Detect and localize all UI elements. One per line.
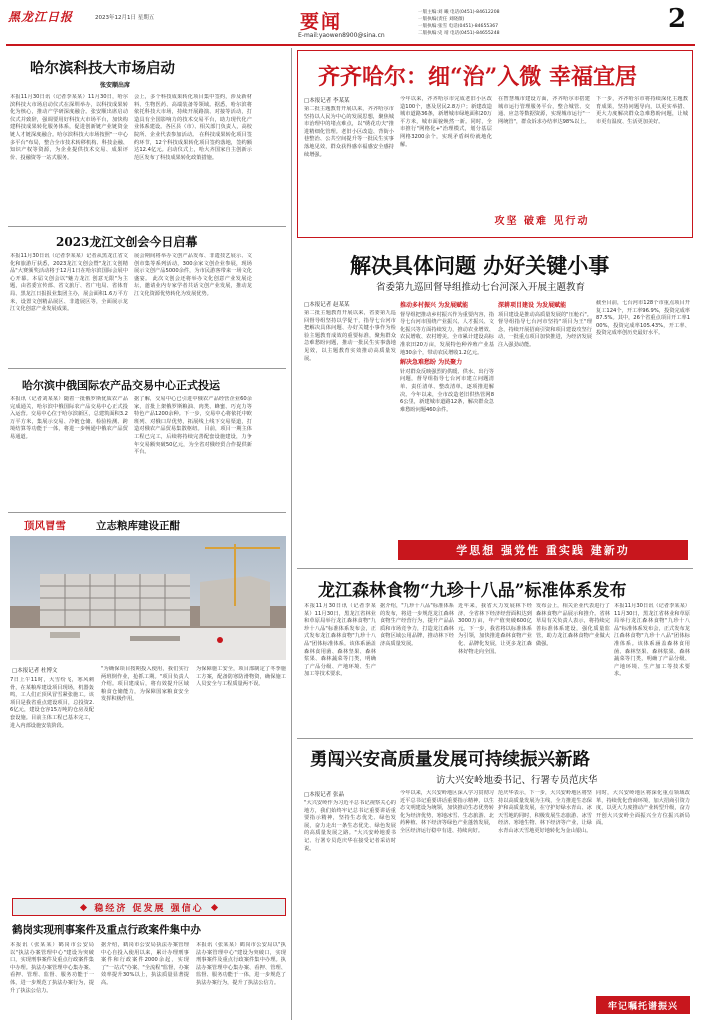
- study-banner: [398, 540, 688, 560]
- qiqihar-title: 齐齐哈尔：细“治”入微 幸福宜居: [318, 64, 637, 90]
- forest-body: [614, 603, 690, 733]
- editor-line: 一版主编:刘 曦 电话(0451)-84612208: [418, 10, 500, 15]
- article-text: 本报讯（张某某）鹤岗市公安局以"执法办案管理中心"建设为突破口，实现刑事案件及重点行政案件集中办理。执法办案管理中心集办案、看押、管理、监督、服务功能于一体，进一步规范了执法办案行为，提升了执法公信力。: [10, 942, 94, 994]
- russia-trade-body: [134, 396, 252, 508]
- article-text: "大兴安岭作为习近平总书记视察关心的地方，我们始终牢记总书记重要讲话重要指示精神，坚持生态优先、绿色发展，奋力走出一条生态优先、绿色发展的高质量发展之路。"大兴安岭地委书记、行署专员范庆华在接受记者采访时说。: [304, 800, 396, 852]
- article-text: 据了解，交易中心已引进中俄农产品经营企业60余家，首批上架俄罗斯粮油、肉类、蜂蜜、巧克力等特色产品1200余种。下一步，交易中心将依托中欧班列、对俄口岸优势，拓展线上线下交易渠道，打造对俄农产品贸易集散枢纽。: [134, 396, 252, 433]
- section-subhead: 解决急难愁盼 为民聚力: [400, 359, 463, 367]
- article-text: 项目建设是推动高质量发展的"压舱石"。督导组指导七台河市坚持"项目为王"理念，持续开展招商引资和项目建设攻坚行动，一批重点项目加快推进，为经济发展注入强劲动能。: [498, 311, 592, 348]
- harbin-market-body: [134, 94, 252, 222]
- banner-text: 学思想 强党性 重实践 建新功: [456, 544, 630, 557]
- divider: [297, 568, 693, 569]
- article-text: 展会期间将举办文创产品发布、非遗技艺展示、文创市集等系列活动，300余家文创企业参展，现场展示文创产品5000余件，为市民游客带来一场文化盛宴。: [134, 253, 252, 282]
- issue-date: 2023年12月1日 星期五: [95, 15, 155, 21]
- forest-body: [458, 603, 532, 733]
- qiqihar-body: [400, 96, 492, 200]
- culture-expo-body: [10, 253, 128, 361]
- construction-photo: [10, 536, 286, 660]
- article-text: 据介绍，"九珍十八品"标准体系的发布，将进一步规范龙江森林食物生产经营行为，提升产品品质和市场竞争力，打造龙江森林食物区域公用品牌，推动林下经济高质量发展。: [380, 603, 454, 647]
- article-text: 本报讯（张某某）鹤岗市公安局以"执法办案管理中心"建设为突破口，实现刑事案件及重点行政案件集中办理。执法办案管理中心集办案、看押、管理、监督、服务功能于一体，进一步规范了执法办案行为，提升了执法公信力。: [196, 942, 286, 986]
- grain-depot-kicker: 顶风冒雪: [24, 520, 66, 532]
- divider: [297, 738, 693, 739]
- harbin-market-title: 哈尔滨科技大市场启动: [30, 60, 175, 77]
- problems-subtitle: 省委第九巡回督导组推动七台河深入开展主题教育: [376, 282, 586, 293]
- article-text: 第二批主题教育开展以来，齐齐哈尔市坚持以人民为中心的发展思想，聚焦城市治理中的堵点难点，以"绣花功夫"推进精细化管理。老旧小区改造、背街小巷整治、公共空间提升等一批民生实事落地见效，群众获得感幸福感安全感持续增强。: [304, 106, 394, 158]
- xingan-title: 勇闯兴安高质量发展可持续振兴新路: [310, 750, 590, 770]
- action-banner: [452, 211, 632, 227]
- section-title: 要闻: [300, 11, 343, 33]
- xingan-body: [400, 790, 494, 1020]
- divider: [8, 226, 286, 227]
- page-number: 2: [668, 4, 687, 34]
- russia-trade-body: [10, 396, 128, 508]
- editor-line: 一版执编(责任 刘晓薇): [418, 17, 465, 22]
- section-subhead: 深耕项目建设 为发展赋能: [498, 302, 567, 309]
- xingan-body: [596, 790, 690, 988]
- article-text: 截至目前，七台河市128个市重点项目开复工124个，开工率96.9%，投资完成率87.5%。其中，26个省重点项目开工率100%，投资完成率105.43%，开工率、投资完成率创历史最好水平。: [596, 300, 690, 337]
- article-text: 会上，多个科技成果转化项目集中签约，涉及新材料、生物医药、高端装备等领域。据悉，哈尔滨将依托科技大市场，持续开展路演、对接等活动，打造具有全国影响力的技术交易平台，助力现代化产业体系建设。各区县（市）、相关部门负责人，高校院所、企业代表参加活动。: [134, 94, 252, 138]
- diamond-icon: [80, 903, 87, 910]
- article-text: 同时，大兴安岭地区将深化重点领域改革，持续优化营商环境，加大招商引资力度，以更大力度推动产业转型升级，奋力开创大兴安岭全面振兴全方位振兴新局面。: [596, 790, 690, 827]
- qiqihar-byline: □本报记者 李某某: [304, 98, 350, 104]
- article-text: 发布会上，相关企业代表进行了森林食物产品展示和推介。省林草局有关负责人表示，将持续完善标准体系建设，强化质量监管，助力龙江森林食物产业做大做强。: [536, 603, 610, 647]
- article-text: 近年来，我省大力发展林下经济，全省林下经济经营面积达到3000万亩，年产值突破600亿元。下一步，我省将以标准体系为引领，加快推进森林食物产业化、品牌化发展，让更多龙江森林好物走向全国。: [458, 603, 532, 655]
- article-text: 7日上午11时，大雪纷飞，寒风刺骨，在某粮库建设项目现场，机器轰鸣，工人们正顶风冒雪紧张施工。该项目是我省重点建设项目，总投资2.6亿元，建设仓容15万吨的仓房及配套设施。目前主体工程已基本完工，进入内部设施安装阶段。: [10, 677, 94, 729]
- xingan-body: [304, 800, 396, 1020]
- article-text: 针对群众反映强烈的供暖、供水、出行等问题，督导组指导七台河市建立问题清单、责任清单、整改清单，逐项推进解决。今年以来，全市改造老旧供热管网86公里，新建城市道路12条，解决群众急难愁盼问题460余件。: [400, 368, 494, 413]
- harbin-market-body: [10, 94, 128, 222]
- harbin-market-byline: 张安顺出席: [100, 82, 131, 89]
- article-text: 本报讯（记者刘某某）随着一批俄罗斯优质农产品完成通关，哈尔滨中俄国际农产品交易中心正式投入运营。交易中心位于哈尔滨新区，总建筑面积3.2万平方米，集展示交易、冷链仓储、检验检测、跨境结算等功能于一体，将进一步畅通中俄农产品贸易通道。: [10, 396, 128, 440]
- article-text: 第二批主题教育开展以来，省委第九巡回督导组坚持以学促干，指导七台河市把解决具体问题、办好关键小事作为检验主题教育成效的重要标准，聚焦群众急难愁盼问题，推动一批民生实事落地见效，以主题教育实效推动高质量发展。: [304, 310, 396, 362]
- problems-title: 解决具体问题 办好关键小事: [350, 253, 610, 278]
- section-subhead: 推动多村振兴 为发展赋能: [400, 302, 469, 309]
- promise-banner: [12, 898, 286, 916]
- article-text: 本报11月30日讯（记者李某某）11月30日，黑龙江省林业和草原局举行龙江森林食物"九珍十八品"标准体系发布会，正式发布龙江森林食物"九珍十八品"团体标准体系。该体系涵盖森林食用菌、森林坚果、森林浆果、森林蔬菜等门类，明确了产品分级、产地环境、生产加工等技术要求。: [614, 603, 690, 678]
- grain-depot-byline: □本报记者 杜博文: [12, 668, 58, 674]
- diamond-icon: [211, 903, 218, 910]
- qiqihar-body: [498, 96, 590, 200]
- article-text: 本报11月30日讯（记者李某某）11月30日，哈尔滨科技大市场启动仪式在深圳举办，以科技成果转化为核心，推动产学研深度融合。张安顺出席启动仪式并致辞，强调要用好科技大市场平台，加快构建科技成果转化服务体系，促进创新链产业链资金链人才链深度融合。哈尔滨科技大市场按照"一中心多平台"布局，整合全市技术转移机构、科技金融、知识产权等资源，为企业提供技术交易、成果评价、投融资等一站式服务。: [10, 94, 128, 161]
- forest-title: 龙江森林食物“九珍十八品”标准体系发布: [318, 581, 627, 601]
- divider: [8, 368, 286, 369]
- article-text: 在智慧城市建设方面，齐齐哈尔市搭建城市运行管理服务平台，整合城管、交通、应急等数据资源，实现城市运行"一网统管"，群众诉求办结率达98%以上。: [498, 96, 590, 125]
- grain-depot-body: [196, 666, 286, 894]
- banner-text: 攻坚 破难 见行动: [494, 215, 590, 227]
- xingan-subtitle: 访大兴安岭地委书记、行署专员范庆华: [436, 775, 598, 786]
- article-text: 今年以来，齐齐哈尔市完成老旧小区改造100个，惠及居民2.8万户；新建改造城市道路36条，新增城市绿地面积20万平方米，城市面貌焕然一新。同时，全市推行"网格化+"治理模式，划分基层网格3200余个，实现矛盾纠纷就地化解。: [400, 96, 492, 148]
- culture-expo-title: 2023龙江文创会今日启幕: [56, 235, 198, 249]
- article-text: "为确保项目按期投入使用，我们实行两班倒作业，抢抓工期。"项目负责人介绍。项目建成后，将有效提升区域粮食仓储能力，为保障国家粮食安全发挥积极作用。: [101, 666, 189, 703]
- hegang-body: [196, 942, 286, 1020]
- editor-line: 二版执编:史 靖 电话(0451)-84655248: [418, 31, 500, 36]
- article-text: 本报11月30日讯（记者李某某）记者从黑龙江省文化和旅游厅获悉，2023龙江文创会暨"龙江文创精品"大赛颁奖活动将于12月1日在哈尔滨国际会展中心开幕。本届文创会以"魅力龙江 创意无限"为主题，由省委宣传部、省文旅厅、省广电局、省体育局、黑龙江日报报业集团主办，展会面积1.6万平方米，设置文创精品展区、非遗展区等，全面展示龙江文化创意产业发展成果。: [10, 253, 128, 313]
- grain-depot-body: [10, 677, 94, 895]
- article-text: 在科技成果转化项目签约环节，12个科技成果转化项目签约落地，签约额达12.4亿元。启动仪式上，哈大齐国家自主创新示范区发布了科技成果转化政策措施。: [134, 131, 252, 161]
- qiqihar-body: [596, 96, 688, 200]
- newspaper-logo: 黑龙江日报: [8, 10, 74, 24]
- problems-byline: □本报记者 赵某某: [304, 302, 350, 308]
- banner-text: 牢记嘱托谱振兴: [607, 1001, 678, 1012]
- article-text: 今年以来，大兴安岭地区深入学习贯彻习近平总书记重要讲话重要指示精神，以生态文明建设为统领，加快推动生态优势转化为经济优势，寒地冰雪、生态旅游、北药种植、林下经济等绿色产业蓬勃发展，全区经济运行稳中有进、持续向好。: [400, 790, 494, 834]
- editor-line: 一版执编:张雪 电话(0451)-84655367: [418, 24, 499, 29]
- problems-body: [596, 300, 690, 530]
- russia-trade-title: 哈尔滨中俄国际农产品交易中心正式投运: [22, 379, 220, 392]
- forest-body: [304, 603, 376, 733]
- article-text: 范庆华表示，下一步，大兴安岭地区将坚持以高质量发展为主线，全力推进生态保护和高质量发展，在守护好绿水青山、冰天雪地的同时，积极发展生态旅游、冰雪经济、寒地生物、林下经济等产业，让绿水青山冰天雪地更好地转化为金山银山。: [498, 790, 592, 834]
- contact-email[interactable]: E-mail:yaowen8900@sina.cn: [298, 32, 385, 39]
- problems-body: [304, 310, 396, 530]
- article-text: 为保障施工安全，项目部制定了冬季施工方案，配备防寒防滑物资，确保施工人员安全与工程质量两不误。: [196, 666, 286, 688]
- masthead-rule: [6, 44, 695, 46]
- problems-body: [400, 300, 494, 530]
- divider: [8, 512, 286, 513]
- xingan-byline: □本报记者 张晶: [304, 792, 344, 798]
- hegang-body: [10, 942, 94, 1020]
- grain-depot-title: 立志粮库建设正酣: [96, 520, 180, 532]
- problems-body: [498, 300, 592, 530]
- article-text: 此次文创会还将举办文化创意产业发展论坛，邀请业内专家学者共话文创产业发展，推动龙江文化资源优势转化为发展优势。: [134, 275, 252, 297]
- article-text: 据介绍，鹤岗市公安局执法办案管理中心自投入使用以来，累计办理刑事案件和行政案件2000余起，实现了"一站式"办案、"全流程"监督，办案效率提升30%以上，执法质量显著提高。: [101, 942, 189, 986]
- article-text: 本报11月30日讯（记者李某某）11月30日，黑龙江省林业和草原局举行龙江森林食物"九珍十八品"标准体系发布会，正式发布龙江森林食物"九珍十八品"团体标准体系。该体系涵盖森林食用菌、森林坚果、森林浆果、森林蔬菜等门类，明确了产品分级、产地环境、生产加工等技术要求。: [304, 603, 376, 678]
- article-text: 下一步，齐齐哈尔市将持续深化主题教育成果，坚持问题导向，以更实举措、更大力度解决群众急难愁盼问题，让城市更有温度、生活更加美好。: [596, 96, 688, 125]
- qiqihar-body: [304, 106, 394, 200]
- article-text: 目前，项目一期主体工程已完工，后续将持续完善配套设施建设，力争年交易额突破50亿元，为全省对俄经贸合作提供新平台。: [134, 426, 252, 456]
- article-text: 督导组把推动乡村振兴作为重要内容，指导七台河市围绕产业振兴、人才振兴、文化振兴等方面持续发力，推动农业增效、农民增收、农村增美。全市累计建设高标准农田20万亩，发展特色种养殖产业基地30余个，带动农民增收1.2亿元。: [400, 311, 494, 356]
- remember-banner: [596, 996, 690, 1014]
- forest-body: [536, 603, 610, 733]
- hegang-body: [101, 942, 189, 1020]
- editor-info: [418, 9, 648, 37]
- xingan-body: [498, 790, 592, 1020]
- grain-depot-body: [101, 666, 189, 894]
- column-divider: [291, 48, 292, 1020]
- forest-body: [380, 603, 454, 733]
- hegang-title: 鹤岗实现刑事案件及重点行政案件集中办: [12, 924, 201, 936]
- culture-expo-body: [134, 253, 252, 361]
- banner-text: 稳经济 促发展 强信心: [94, 903, 204, 914]
